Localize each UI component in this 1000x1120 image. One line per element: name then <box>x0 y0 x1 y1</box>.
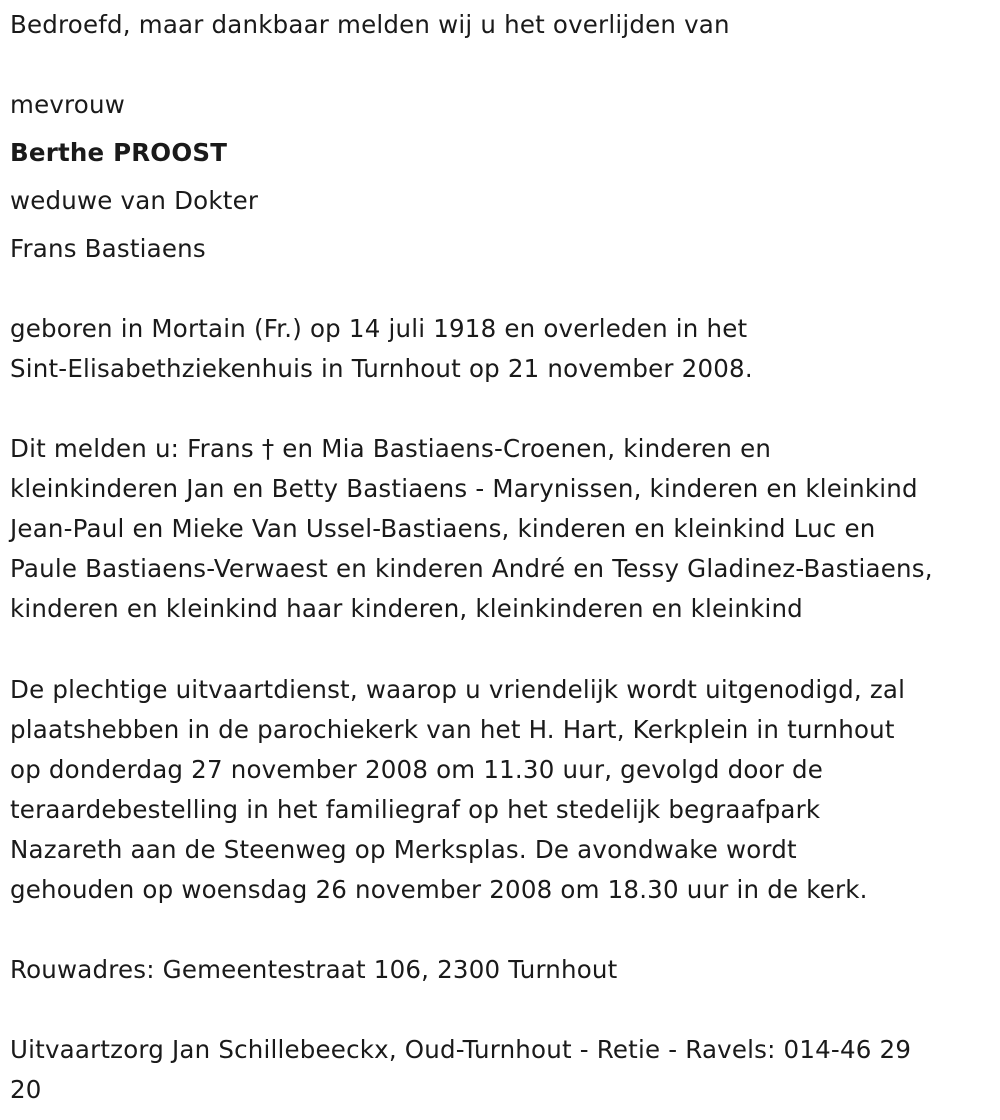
birth-death-line-1: geboren in Mortain (Fr.) op 14 juli 1918 en overleden in het <box>10 314 748 343</box>
family-line-1 <box>10 429 771 469</box>
family-line-5: kinderen en kleinkind haar kinderen, kleinkinderen en kleinkind <box>10 594 803 623</box>
service-line-6: gehouden op woensdag 26 november 2008 om 18.30 uur in de kerk. <box>10 875 868 904</box>
deceased-name: Berthe PROOST <box>10 138 228 167</box>
funeral-home-line-2: 20 <box>10 1075 42 1104</box>
relation-line-1: weduwe van Dokter <box>10 186 259 215</box>
family-rest: en Mia Bastiaens-Croenen, kinderen en <box>274 434 772 463</box>
opening-sentence: Bedroefd, maar dankbaar melden wij u het overlijden van <box>10 10 730 39</box>
service-line-1: De plechtige uitvaartdienst, waarop u vriendelijk wordt uitgenodigd, zal <box>10 675 906 704</box>
family-line-3: Jean-Paul en Mieke Van Ussel-Bastiaens, kinderen en kleinkind Luc en <box>10 514 876 543</box>
cross-icon: † <box>261 434 275 463</box>
family-intro: Dit melden u: Frans <box>10 434 254 463</box>
birth-death-line-2: Sint-Elisabethziekenhuis in Turnhout op 21 november 2008. <box>10 354 753 383</box>
mourning-address: Rouwadres: Gemeentestraat 106, 2300 Turnhout <box>10 955 618 984</box>
funeral-home-line-1: Uitvaartzorg Jan Schillebeeckx, Oud-Turnhout - Retie - Ravels: 014-46 29 <box>10 1035 912 1064</box>
salutation: mevrouw <box>10 90 125 119</box>
service-line-5: Nazareth aan de Steenweg op Merksplas. De avondwake wordt <box>10 835 797 864</box>
family-line-2: kleinkinderen Jan en Betty Bastiaens - Marynissen, kinderen en kleinkind <box>10 474 918 503</box>
service-line-4: teraardebestelling in het familiegraf op het stedelijk begraafpark <box>10 795 821 824</box>
service-line-2: plaatshebben in de parochiekerk van het H. Hart, Kerkplein in turnhout <box>10 715 895 744</box>
service-line-3: op donderdag 27 november 2008 om 11.30 uur, gevolgd door de <box>10 755 824 784</box>
family-line-4: Paule Bastiaens-Verwaest en kinderen André en Tessy Gladinez-Bastiaens, <box>10 554 933 583</box>
relation-line-2: Frans Bastiaens <box>10 234 206 263</box>
